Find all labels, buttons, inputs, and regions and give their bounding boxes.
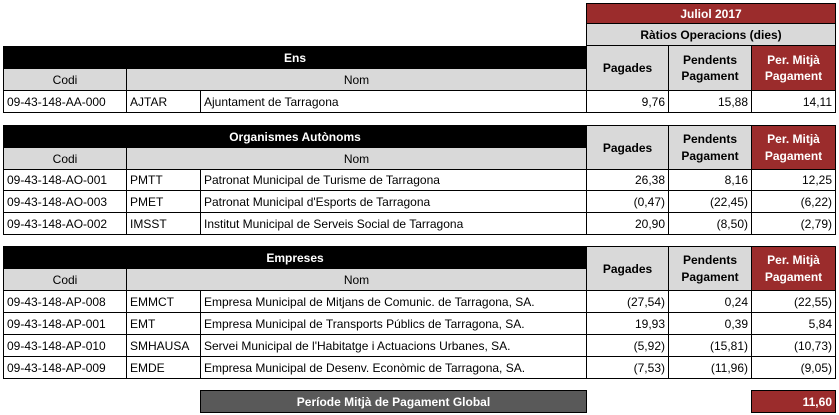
col-header-pendents: Pendents Pagament (668, 246, 752, 291)
row-nom: Patronat Municipal de Turisme de Tarragona (200, 169, 587, 191)
row-pagades: 20,90 (586, 212, 669, 235)
row-codi: 09-43-148-AP-010 (3, 334, 127, 357)
row-pagades: 19,93 (586, 312, 669, 335)
row-sigla: EMT (126, 312, 201, 335)
row-per-mitja: (22,55) (751, 290, 836, 313)
row-sigla: IMSST (126, 212, 201, 235)
col-header-pendents: Pendents Pagament (668, 45, 752, 91)
row-nom: Empresa Municipal de Desenv. Econòmic de Tarragona, SA. (200, 356, 587, 379)
col-header-pendents: Pendents Pagament (668, 125, 752, 170)
row-pagades: 9,76 (586, 90, 669, 113)
row-pagades: (27,54) (586, 290, 669, 313)
row-codi: 09-43-148-AO-002 (3, 212, 127, 235)
row-codi: 09-43-148-AO-001 (3, 169, 127, 191)
row-codi: 09-43-148-AP-001 (3, 312, 127, 335)
row-nom: Servei Municipal de l'Habitatge i Actuacions Urbanes, SA. (200, 334, 587, 357)
row-codi: 09-43-148-AP-008 (3, 290, 127, 313)
global-label: Període Mitjà de Pagament Global (200, 390, 587, 413)
row-pendents: (22,45) (668, 190, 752, 213)
col-header-per-mitja: Per. Mitjà Pagament (751, 125, 836, 170)
row-sigla: PMET (126, 190, 201, 213)
row-codi: 09-43-148-AA-000 (3, 90, 127, 113)
col-header-pagades: Pagades (586, 246, 669, 291)
row-per-mitja: 14,11 (751, 90, 836, 113)
row-nom: Ajuntament de Tarragona (200, 90, 587, 113)
row-sigla: EMDE (126, 356, 201, 379)
row-pendents: 8,16 (668, 169, 752, 191)
col-header-per-mitja: Per. Mitjà Pagament (751, 246, 836, 291)
row-pendents: (15,81) (668, 334, 752, 357)
row-sigla: EMMCT (126, 290, 201, 313)
row-per-mitja: (9,05) (751, 356, 836, 379)
row-pendents: 0,24 (668, 290, 752, 313)
row-pendents: (8,50) (668, 212, 752, 235)
section-title-empreses: Empreses (3, 246, 587, 269)
row-sigla: AJTAR (126, 90, 201, 113)
col-header-codi: Codi (3, 68, 127, 91)
row-per-mitja: (6,22) (751, 190, 836, 213)
row-pendents: 15,88 (668, 90, 752, 113)
col-header-per-mitja: Per. Mitjà Pagament (751, 45, 836, 91)
row-sigla: PMTT (126, 169, 201, 191)
row-per-mitja: 12,25 (751, 169, 836, 191)
row-pagades: 26,38 (586, 169, 669, 191)
col-header-nom: Nom (126, 147, 587, 170)
row-pendents: 0,39 (668, 312, 752, 335)
col-header-codi: Codi (3, 268, 127, 291)
col-header-pagades: Pagades (586, 125, 669, 170)
row-codi: 09-43-148-AP-009 (3, 356, 127, 379)
col-header-nom: Nom (126, 68, 587, 91)
row-pagades: (7,53) (586, 356, 669, 379)
row-per-mitja: (10,73) (751, 334, 836, 357)
row-nom: Patronat Municipal d'Esports de Tarragona (200, 190, 587, 213)
section-title-ens: Ens (3, 46, 587, 69)
row-pagades: (0,47) (586, 190, 669, 213)
row-per-mitja: (2,79) (751, 212, 836, 235)
row-per-mitja: 5,84 (751, 312, 836, 335)
global-value: 11,60 (751, 390, 836, 413)
col-header-pagades: Pagades (586, 45, 669, 91)
row-pagades: (5,92) (586, 334, 669, 357)
row-pendents: (11,96) (668, 356, 752, 379)
period-header: Juliol 2017 (586, 3, 836, 24)
row-nom: Empresa Municipal de Mitjans de Comunic. de Tarragona, SA. (200, 290, 587, 313)
row-codi: 09-43-148-AO-003 (3, 190, 127, 213)
row-sigla: SMHAUSA (126, 334, 201, 357)
col-header-codi: Codi (3, 147, 127, 170)
row-nom: Empresa Municipal de Transports Públics de Tarragona, SA. (200, 312, 587, 335)
ratios-title: Ràtios Operacions (dies) (586, 23, 836, 46)
row-nom: Institut Municipal de Serveis Social de Tarragona (200, 212, 587, 235)
section-title-organismes: Organismes Autònoms (3, 125, 587, 148)
col-header-nom: Nom (126, 268, 587, 291)
